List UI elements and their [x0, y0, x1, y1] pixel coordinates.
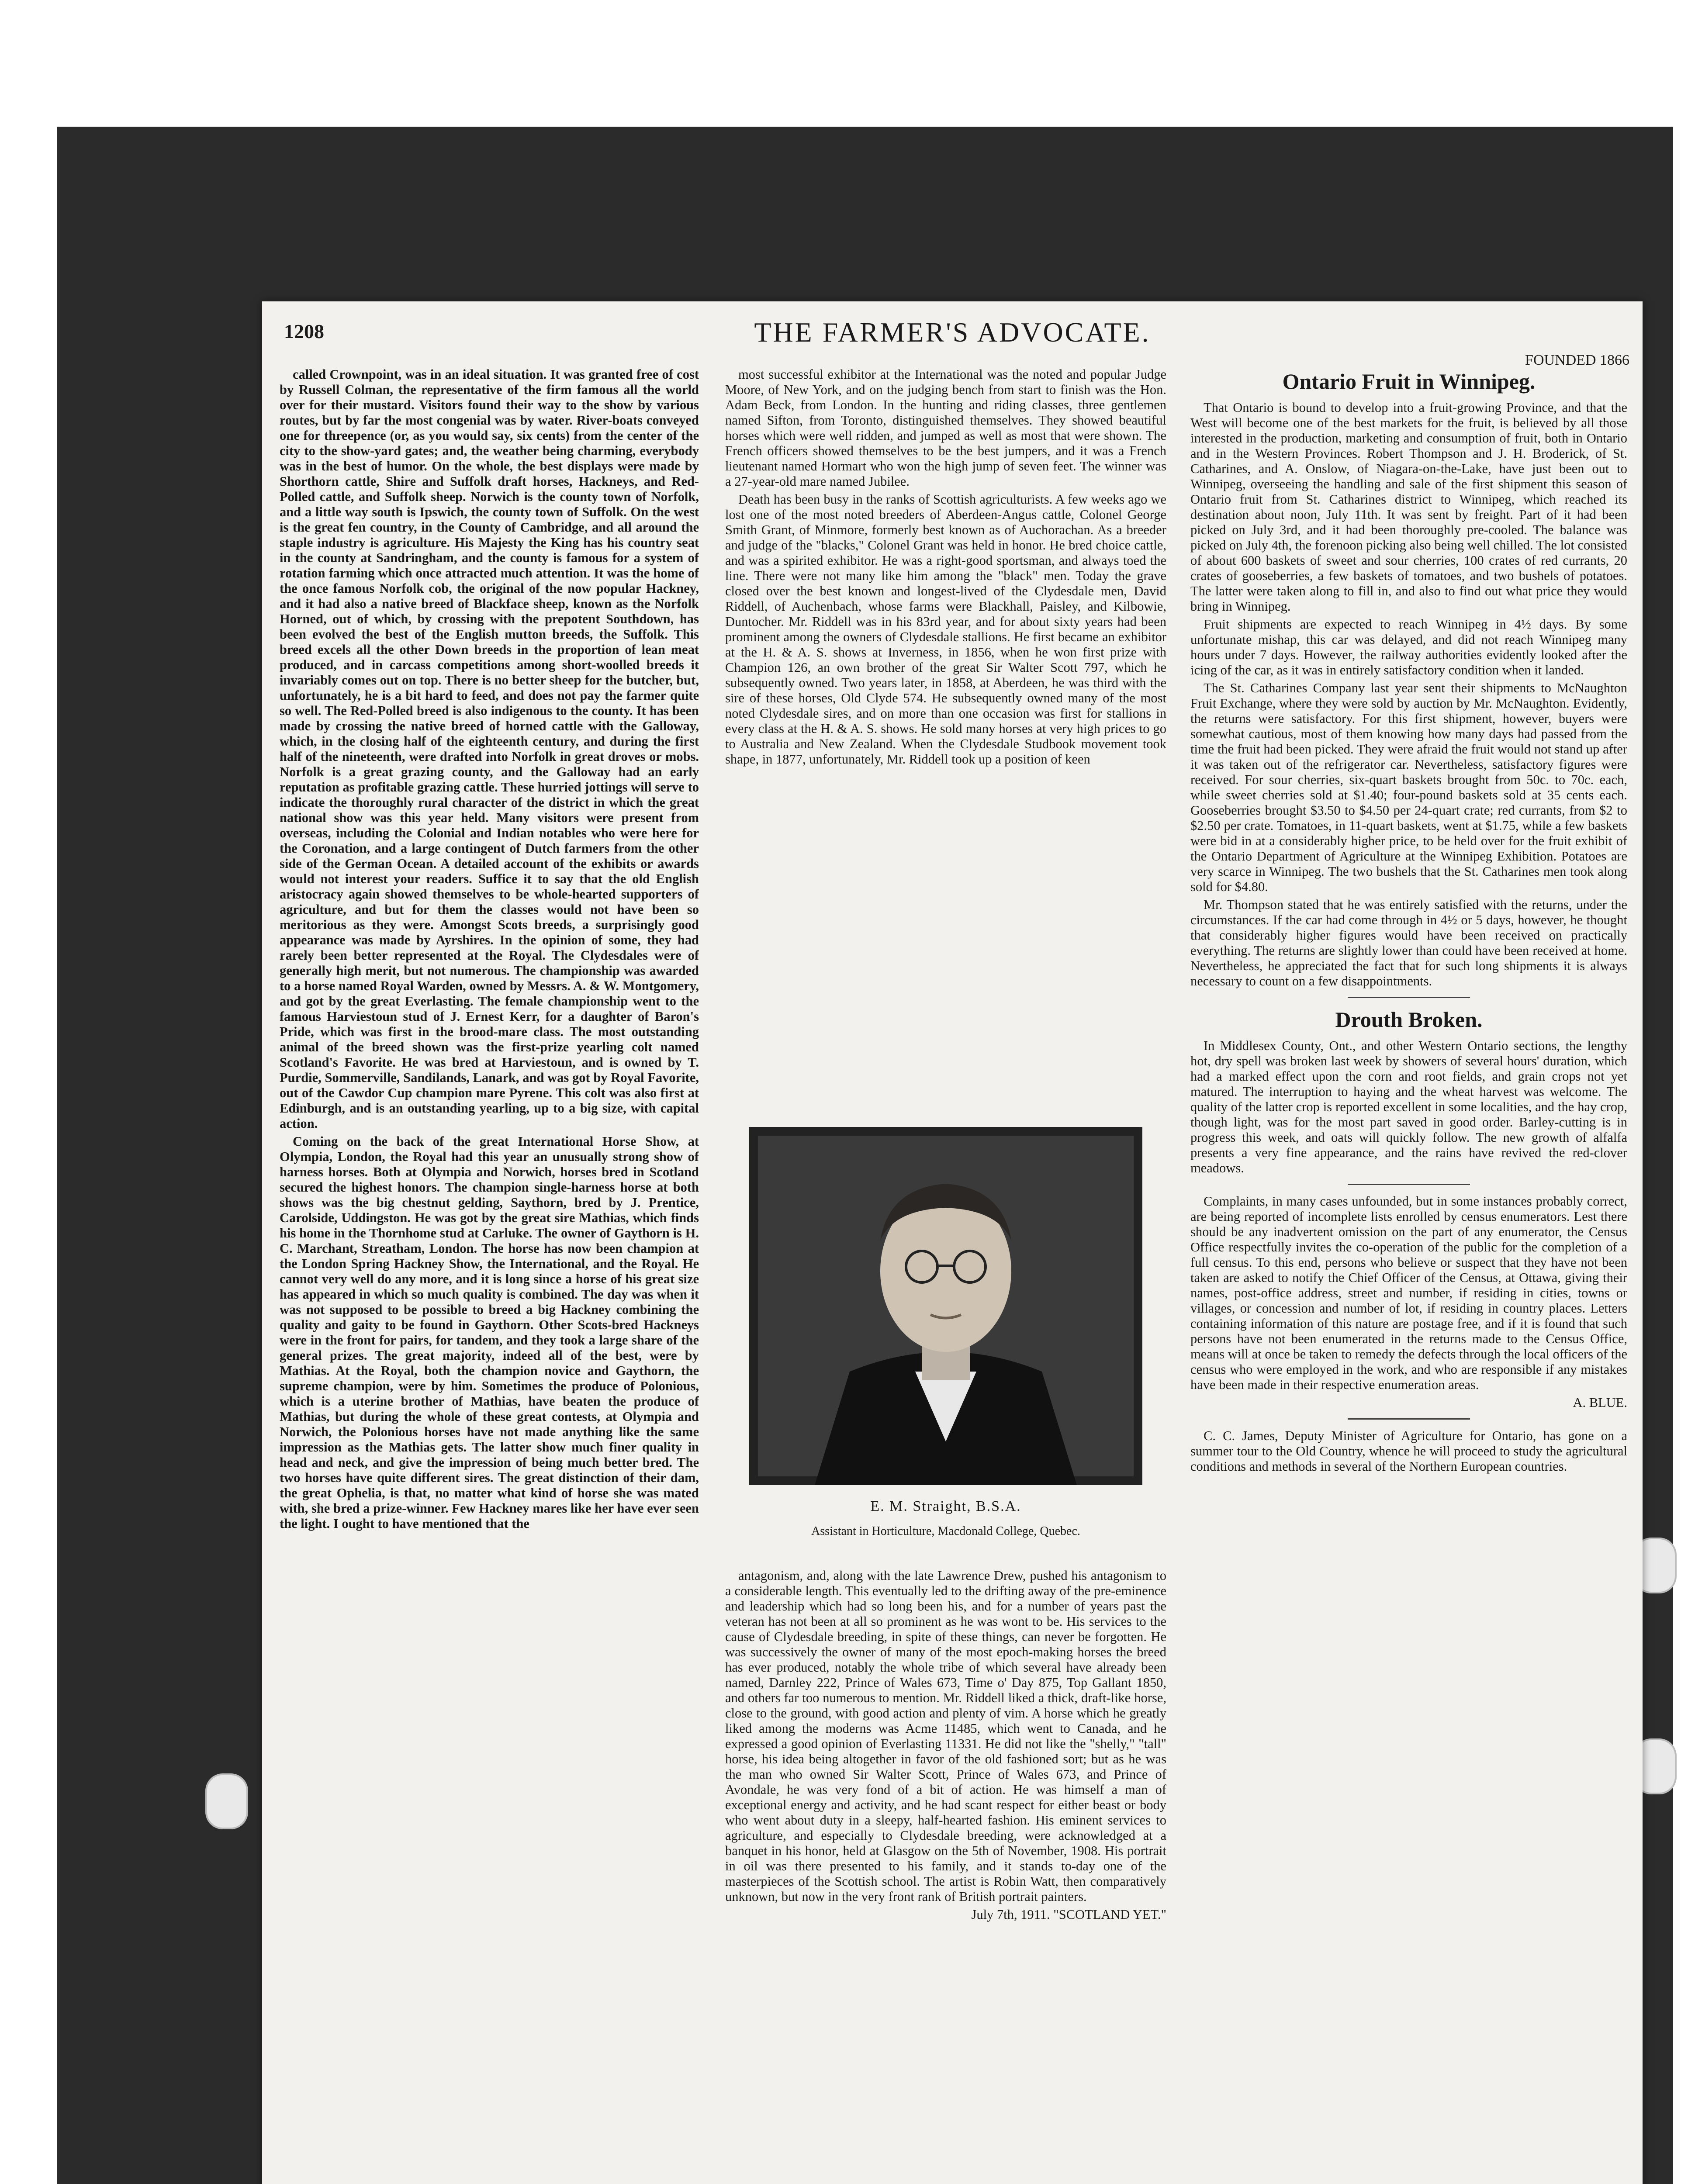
column-1: [280, 367, 699, 2184]
portrait-caption-role: Assistant in Horticulture, Macdonald College, Quebec.: [811, 1524, 1080, 1538]
article-paragraph: antagonism, and, along with the late Lawrence Drew, pushed his antagonism to a considerable length. This eventually led to the drifting away of the pre-eminence and leadership which had so long been his, and for a number of years past the veteran has not been at all so prominent as he was wont to be. His services to the cause of Clydesdale breeding, in spite of these things, can never be forgotten. He was successively the owner of many of the most epoch-making horses the breed has ever produced, notably the whole tribe of which several have already been named, Darnley 222, Prince of Wales 673, Time o' Day 875, Top Gallant 1850, and others far too numerous to mention. Mr. Riddell liked a thick, draft-like horse, close to the ground, with good action and plenty of vim. A horse which he greatly liked among the moderns was Acme 11485, which went to Canada, and he expressed a good opinion of Everlasting 11331. He did not like the "shelly," "tall" horse, his idea being altogether in favor of the old fashioned sort; but as he was the man who owned Sir Walter Scott, Prince of Wales 673, and Prince of Avondale, he was very fond of a bit of action. He was himself a man of exceptional energy and activity, and he had scant respect for either beast or body who went about duty in a sleepy, half-hearted fashion. His eminent services to agriculture, and especially to Clydesdale breeding, were acknowledged at a banquet in his honor, held at Glasgow on the 5th of November, 1908. His portrait in oil was there presented to his family, and it stands to-day one of the masterpieces of the Scottish school. The artist is Robin Watt, then comparatively unknown, but now in the very front rank of British portrait painters.: [725, 1568, 1166, 1904]
section-divider: [1348, 1418, 1470, 1420]
article-signature: A. BLUE.: [1573, 1395, 1627, 1410]
article-paragraph: C. C. James, Deputy Minister of Agriculture for Ontario, has gone on a summer tour to the Old Country, whence he will proceed to study the agricultural conditions and methods in several of the Northern European countries.: [1190, 1428, 1627, 1474]
heading-drouth-broken: Drouth Broken.: [1335, 1007, 1483, 1032]
article-paragraph: Fruit shipments are expected to reach Winnipeg in 4½ days. By some unfortunate mishap, this car was delayed, and did not reach Winnipeg many hours under 7 days. However, the railway authorities evidently looked after the icing of the car, as it was in entirely satisfactory condition when it landed.: [1190, 617, 1627, 677]
column-2-top: [725, 367, 1166, 1109]
article-dateline: July 7th, 1911. "SCOTLAND YET.": [971, 1907, 1166, 1922]
article-paragraph: Complaints, in many cases unfounded, but in some instances probably correct, are being reported of incomplete lists enrolled by census enumerators. Lest there should be any inadvertent omission on the part of any enumerator, the Census Office respectfully invites the co-operation of the public for the completion of a full census. To this end, persons who believe or suspect that they have not been taken are asked to notify the Chief Officer of the Census, at Ottawa, giving their names, post-office address, street and number, if residing in cities, towns or villages, or concession and number of lot, if residing in country places. Letters containing information of this nature are postage free, and if it is found that such persons have not been enumerated in the returns made to the Census Office, means will at once be taken to remedy the defects through the local officers of the census who were employed in the work, and who are responsible if any mistakes have been made in their respective enumeration areas.: [1190, 1194, 1627, 1392]
masthead: [262, 301, 1643, 367]
section-divider: [1348, 997, 1470, 998]
column-3: [1190, 367, 1627, 2184]
section-divider: [1348, 1184, 1470, 1185]
page-number: 1208: [284, 320, 324, 342]
newspaper-page: [262, 301, 1643, 2184]
heading-ontario-fruit: Ontario Fruit in Winnipeg.: [1282, 369, 1536, 394]
founded-line: FOUNDED 1866: [1525, 352, 1629, 368]
article-paragraph: Mr. Thompson stated that he was entirely satisfied with the returns, under the circumstances. If the car had come through in 4½ or 5 days, however, he thought that considerably higher figures would have been received on practically everything. The returns are slightly lower than could have been received at home. Nevertheless, he appreciated the fact that for such long shipments it is always necessary to count on a few disappointments.: [1190, 897, 1627, 988]
binding-hole-left: [205, 1773, 248, 1829]
article-paragraph: In Middlesex County, Ont., and other Western Ontario sections, the lengthy hot, dry spell was broken last week by showers of several hours' duration, which had a marked effect upon the corn and root fields, and grain crops not yet matured. The interruption to haying and the wheat harvest was welcome. The quality of the latter crop is reported excellent in some localities, and the hay crop, though light, was for the most part saved in good order. Barley-cutting is in progress this week, and oats will quickly follow. The new growth of alfalfa presents a very fine appearance, and the rains have revived the red-clover meadows.: [1190, 1038, 1627, 1175]
article-paragraph: called Crownpoint, was in an ideal situation. It was granted free of cost by Russell Colman, the representative of the firm famous all the world over for their mustard. Visitors found their way to the show by various routes, but by far the most congenial was by water. River-boats conveyed one for threepence (or, as you would say, six cents) from the center of the city to the show-yard gates; and, the weather being charming, everybody was in the best of humor. On the whole, the best displays were made by Shorthorn cattle, Shire and Suffolk draft horses, Hackneys, and Red-Polled cattle, and Suffolk sheep. Norwich is the county town of Norfolk, and a little way south is Ipswich, the county town of Suffolk. On the west is the great fen country, in the County of Cambridge, and all around the staple industry is agriculture. His Majesty the King has his country seat in the county at Sandringham, and the county is famous for a system of rotation farming which once attracted much attention. It was the home of the once famous Norfolk cob, the original of the now popular Hackney, and it had also a native breed of Blackface sheep, known as the Norfolk Horned, out of which, by crossing with the prepotent Southdown, has been evolved the best of the English mutton breeds, the Suffolk. This breed excels all the other Down breeds in the proportion of lean meat produced, and in carcass competitions among short-woolled breeds it invariably comes out on top. There is no better sheep for the butcher, but, unfortunately, he is a bit hard to feed, and does not pay the farmer quite so well. The Red-Polled breed is also indigenous to the county. It has been made by crossing the native breed of horned cattle with the Galloway, which, in the closing half of the eighteenth century, and during the first half of the nineteenth, were drafted into Norfolk in great droves or mobs. Norfolk is a great grazing county, and the Galloway had an early reputation as profitable grazing cattle. These hurried jottings will serve to indicate the thoroughly rural character of the district in which the great national show was this year held. Many visitors were present from overseas, including the Colonial and Indian notables who were here for the Coronation, and a large contingent of Dutch farmers from the other side of the German Ocean. A detailed account of the exhibits or awards would not interest your readers. Suffice it to say that the old English aristocracy again showed themselves to be whole-hearted supporters of agriculture, and but for them the classes would not have been so meritorious as they were. Amongst Scots breeds, a surprisingly good appearance was made by Ayrshires. In the opinion of some, they had rarely been better represented at the Royal. The Clydesdales were of generally high merit, but not numerous. The championship was awarded to a horse named Royal Warden, owned by Messrs. A. & W. Montgomery, and got by the great Everlasting. The female championship went to the famous Harviestoun stud of J. Ernest Kerr, for a daughter of Baron's Pride, which was first in the brood-mare class. The most outstanding animal of the breed shown was the first-prize yearling colt named Scotland's Favorite. He was bred at Harviestoun, and is owned by T. Purdie, Sommerville, Sandilands, Lanark, and was got by Royal Favorite, out of the Cawdor Cup champion mare Pyrene. This colt was also first at Edinburgh, and is an outstanding yearling, up to a big size, with capital action.: [280, 367, 699, 1131]
article-paragraph: Death has been busy in the ranks of Scottish agriculturists. A few weeks ago we lost one of the most noted breeders of Aberdeen-Angus cattle, Colonel George Smith Grant, of Minmore, formerly best known as of Auchorachan. As a breeder and judge of the "blacks," Colonel Grant was held in honor. He bred choice cattle, and was a spirited exhibitor. He was a right-good sportsman, and always toed the line. There were not many like him among the "black" men. Today the grave closed over the best known and longest-lived of the Clydesdale men, David Riddell, of Auchenbach, whose farms were Blackhall, Paisley, and Kilbowie, Duntocher. Mr. Riddell was in his 83rd year, and for about sixty years had been prominent among the owners of Clydesdale stallions. He first became an exhibitor at the H. & A. S. shows at Inverness, in 1856, when he won first prize with Champion 126, an own brother of the great Sir Walter Scott 797, which he subsequently owned. Two years later, in 1858, at Aberdeen, he was third with the sire of these horses, Old Clyde 574. He subsequently owned many of the most noted Clydesdale sires, and on more than one occasion was first for stallions in every class at the H. & A. S. shows. He sold many horses at very high prices to go to Australia and New Zealand. When the Clydesdale Studbook movement took shape, in 1877, unfortunately, Mr. Riddell took up a position of keen: [725, 492, 1166, 767]
portrait-photo: [749, 1127, 1142, 1485]
article-paragraph: The St. Catharines Company last year sent their shipments to McNaughton Fruit Exchange, where they were sold by auction by Mr. McNaughton. Evidently, the returns were satisfactory. For this first shipment, however, buyers were somewhat cautious, most of them knowing how many days had passed from the time the fruit had been picked. They were afraid the fruit would not stand up after it was taken out of the refrigerator car. Nevertheless, satisfactory figures were received. For sour cherries, six-quart baskets brought from 50c. to 70c. each, while sweet cherries sold at $1.40; four-pound baskets sold at 35 cents each. Gooseberries brought $3.50 to $4.50 per 24-quart crate; red currants, from $2 to $2.50 per crate. Tomatoes, in 11-quart baskets, went at $1.75, while a few baskets were bid in at a considerably higher price, to be held over for the fruit exhibit of the Ontario Department of Agriculture at the Winnipeg Exhibition. Potatoes are very scarce in Winnipeg. The two bushels that the St. Catharines men took along sold for $4.80.: [1190, 681, 1627, 894]
journal-title: THE FARMER'S ADVOCATE.: [754, 317, 1151, 348]
column-2-bottom: [725, 1568, 1166, 2184]
portrait-caption-name: E. M. Straight, B.S.A.: [870, 1498, 1021, 1514]
article-paragraph: That Ontario is bound to develop into a fruit-growing Province, and that the West will become one of the best markets for the fruit, is believed by all those interested in the production, marketing and consumption of fruit, both in Ontario and in the Western Provinces. Robert Thompson and J. H. Broderick, of St. Catharines, and A. Onslow, of Niagara-on-the-Lake, have just been out to Winnipeg, overseeing the handling and sale of the first shipment this season of Ontario fruit from St. Catharines district to Winnipeg, which reached its destination about noon, July 11th. It was sent by freight. Part of it had been picked on July 3rd, and it had been thoroughly pre-cooled. The balance was picked on July 4th, the forenoon picking also being well chilled. The lot consisted of about 600 baskets of sweet and sour cherries, 100 crates of red currants, 20 crates of gooseberries, a few baskets of tomatoes, and two bushels of potatoes. The latter were taken along to fill in, and also to find out what price they would bring in Winnipeg.: [1190, 400, 1627, 614]
article-paragraph: Coming on the back of the great International Horse Show, at Olympia, London, the Royal had this year an unusually strong show of harness horses. Both at Olympia and Norwich, horses bred in Scotland secured the highest honors. The champion single-harness horse at both shows was the big chestnut gelding, Saythorn, bred by J. Prentice, Carolside, Uddingston. He was got by the great sire Mathias, which finds his home in the Thornhome stud at Carluke. The owner of Gaythorn is H. C. Marchant, Streatham, London. The horse has now been champion at the London Spring Hackney Show, the International, and the Royal. He cannot very well do any more, and it is long since a horse of his great size has appeared in which so much quality is combined. The day was when it was not supposed to be possible to breed a big Hackney combining the quality and gaity to be found in Gaythorn. Other Scots-bred Hackneys were in the front for pairs, for tandem, and they took a large share of the general prizes. The great majority, indeed all of the best, were by Mathias. At the Royal, both the champion novice and Gaythorn, the supreme champion, were by him. Sometimes the produce of Polonious, which is a uterine brother of Mathias, have beaten the produce of Mathias, but during the whole of these great contests, at Olympia and Norwich, the Polonious horses have not made anything like the same impression as the Mathias gets. The latter show much finer quality in head and neck, and give the impression of being much better bred. The two horses have quite different sires. The great distinction of their dam, the great Ophelia, is that, no matter what kind of horse she was mated with, she bred a prize-winner. Few Hackney mares like her have ever seen the light. I ought to have mentioned that the: [280, 1134, 699, 1531]
article-paragraph: most successful exhibitor at the International was the noted and popular Judge Moore, of New York, and on the judging bench from start to finish was the Hon. Adam Beck, from London. In the hunting and riding classes, three gentlemen named Sifton, from Toronto, distinguished themselves. They showed beautiful horses which were well ridden, and jumped as well as most that were shown. The French officers showed themselves to be the best jumpers, and it was a French lieutenant named Hormart who won the high jump of seven feet. The winner was a 27-year-old mare named Jubilee.: [725, 367, 1166, 489]
